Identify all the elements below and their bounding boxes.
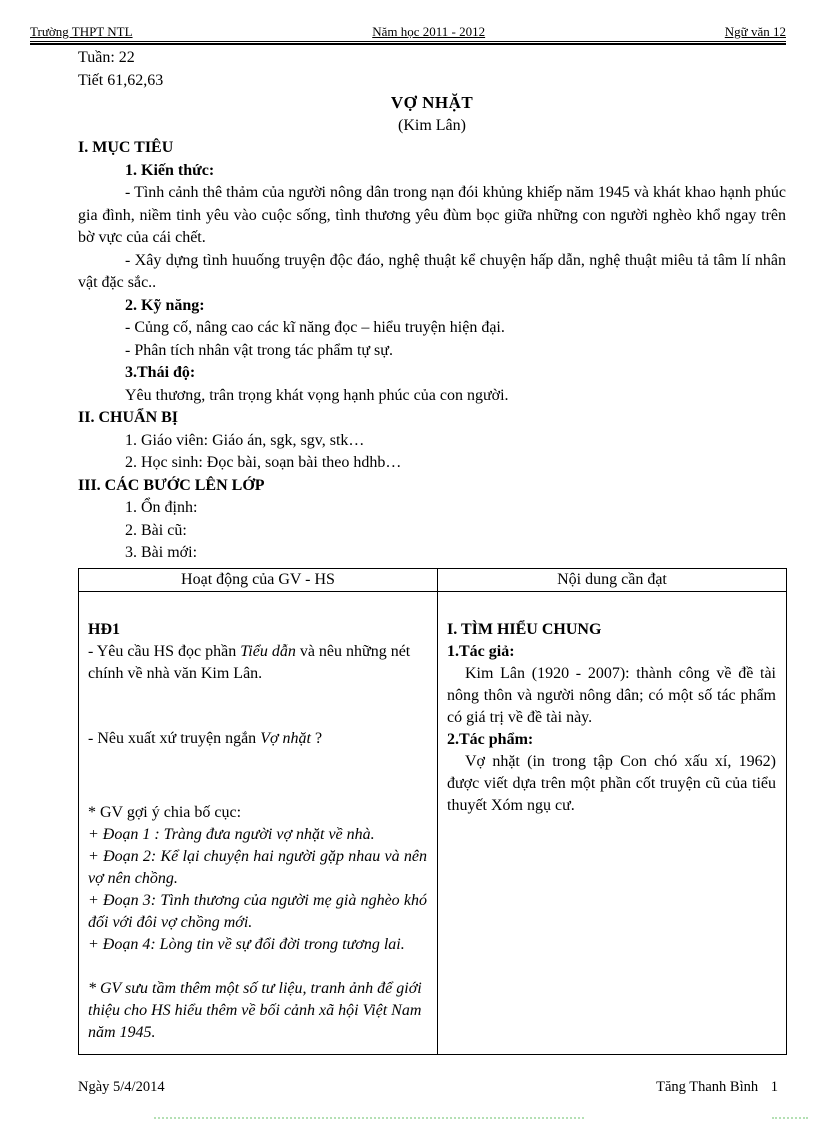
header-subject: Ngữ văn 12 xyxy=(724,24,786,39)
outline-item-3: + Đoạn 3: Tình thương của người mẹ già nghèo khó đối với đôi vợ chồng mới. xyxy=(88,891,427,931)
task2-text-end: ? xyxy=(310,729,323,747)
section-heading-cac-buoc: III. CÁC BƯỚC LÊN LỚP xyxy=(78,476,265,494)
content-heading: I. TÌM HIỂU CHUNG xyxy=(447,620,602,638)
paragraph-ky-nang-1: - Củng cố, nâng cao các kĩ năng đọc – hiểu truyện hiện đại. xyxy=(125,319,505,336)
dotted-mark-line xyxy=(154,1117,584,1119)
task1-italic-text: Tiểu dẫn xyxy=(240,642,296,660)
table-cell-activities xyxy=(79,591,438,1054)
content-tac-pham-text: Vợ nhặt (in trong tập Con chó xấu xí, 1962) được viết dựa trên một phần cốt truyện cũ của tiểu thuyết Xóm ngụ cư. xyxy=(447,752,776,814)
header-rule xyxy=(30,43,786,45)
chuan-bi-item-2: 2. Học sinh: Đọc bài, soạn bài theo hdhb… xyxy=(125,454,402,471)
table-header-row xyxy=(79,568,787,591)
task1-text: - Yêu cầu HS đọc phần xyxy=(88,642,241,660)
header-school-year: Năm học 2011 - 2012 xyxy=(372,24,486,39)
activity-task-1 xyxy=(88,641,427,685)
table-header-content: Nội dung cần đạt xyxy=(438,568,787,591)
paragraph-kien-thuc-1: - Tình cảnh thê thảm của người nông dân trong nạn đói khủng khiếp năm 1945 và khát khao hạnh phúc gia đình, niềm tinh yêu vào cuộc sống, tình thương yêu đùm bọc giữa những con người nghèo khổ ngay trên bờ vực của cái chết. xyxy=(78,184,786,246)
document-body xyxy=(78,47,786,1055)
task1-text-end: và nêu những nét chính về nhà văn Kim Lân. xyxy=(88,642,411,682)
subheading-kien-thuc: 1. Kiến thức: xyxy=(125,161,215,179)
footer-page-number: 1 xyxy=(770,1079,778,1095)
cac-buoc-item-3: 3. Bài mới: xyxy=(125,544,198,561)
outline-item-1: + Đoạn 1 : Tràng đưa người vợ nhặt về nhà. xyxy=(88,825,375,843)
footer-author-name: Tăng Thanh Bình xyxy=(656,1079,759,1095)
subheading-thai-do: 3.Thái độ: xyxy=(125,364,196,381)
header-school: Trường THPT NTL xyxy=(30,24,133,39)
table-cell-content xyxy=(438,591,787,1054)
dotted-mark-line-short xyxy=(772,1117,808,1119)
table-body-row xyxy=(79,591,787,1054)
running-footer xyxy=(78,1078,778,1096)
activity-task-2 xyxy=(88,728,427,750)
table-header-activities: Hoạt động của GV - HS xyxy=(79,568,438,591)
paragraph-thai-do-1: Yêu thương, trân trọng khát vọng hạnh phúc của con người. xyxy=(125,386,509,404)
paragraph-ky-nang-2: - Phân tích nhân vật trong tác phẩm tự sự. xyxy=(125,341,393,359)
teacher-note: * GV sưu tầm thêm một số tư liệu, tranh ảnh để giới thiệu cho HS hiểu thêm về bối cảnh xã hội Việt Nam năm 1945. xyxy=(88,979,422,1041)
section-heading-muc-tieu: I. MỤC TIÊU xyxy=(78,139,174,156)
lesson-title: VỢ NHẶT xyxy=(390,93,474,112)
subheading-ky-nang: 2. Kỹ năng: xyxy=(125,296,205,314)
paragraph-kien-thuc-2: - Xây dựng tình huuống truyện độc đáo, nghệ thuật kể chuyện hấp dẫn, nghệ thuật miêu tả tâm lí nhân vật đặc sắc.. xyxy=(78,251,786,291)
lesson-author: (Kim Lân) xyxy=(398,116,466,134)
task2-text: - Nêu xuất xứ truyện ngắn xyxy=(88,729,261,747)
content-subheading-tac-gia: 1.Tác giả: xyxy=(447,642,515,660)
outline-item-2: + Đoạn 2: Kể lại chuyện hai người gặp nhau và nên vợ nên chồng. xyxy=(88,847,427,887)
content-subheading-tac-pham: 2.Tác phẩm: xyxy=(447,730,534,748)
section-heading-chuan-bi: II. CHUẨN BỊ xyxy=(78,409,179,426)
cac-buoc-item-2: 2. Bài cũ: xyxy=(125,521,187,539)
lesson-week: Tuần: 22 xyxy=(78,49,135,66)
running-header xyxy=(30,24,786,45)
footer-date: Ngày 5/4/2014 xyxy=(78,1079,165,1095)
outline-list xyxy=(88,824,427,956)
footer-author-page xyxy=(656,1078,778,1096)
chuan-bi-item-1: 1. Giáo viên: Giáo án, sgk, sgv, stk… xyxy=(125,431,365,449)
cac-buoc-item-1: 1. Ổn định: xyxy=(125,499,198,516)
lesson-activity-table xyxy=(78,568,787,1055)
lesson-periods: Tiết 61,62,63 xyxy=(78,71,164,89)
outline-item-4: + Đoạn 4: Lòng tin về sự đổi đời trong tương lai. xyxy=(88,935,405,953)
activity-label: HĐ1 xyxy=(88,620,120,638)
task2-italic-text: Vợ nhặt xyxy=(260,729,311,747)
content-tac-gia-text: Kim Lân (1920 - 2007): thành công về đề tài nông thôn và người nông dân; có một số tác phẩm có giá trị về đề tài này. xyxy=(447,664,776,726)
outline-heading: * GV gợi ý chia bố cục: xyxy=(88,803,242,821)
